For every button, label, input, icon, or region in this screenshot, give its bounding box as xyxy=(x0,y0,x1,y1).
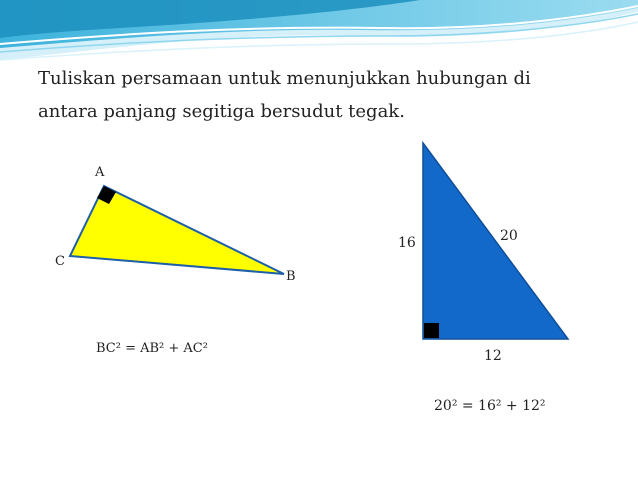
side-label-vertical: 16 xyxy=(398,235,416,251)
instruction-line-2: antara panjang segitiga bersudut tegak. xyxy=(38,101,405,122)
vertex-label-a: A xyxy=(95,165,105,180)
side-label-base: 12 xyxy=(484,348,502,364)
right-triangle-blue xyxy=(423,143,568,339)
equation-left: BC² = AB² + AC² xyxy=(96,341,208,356)
side-label-hypotenuse: 20 xyxy=(500,228,518,244)
right-angle-marker-blue xyxy=(424,323,439,338)
vertex-label-c: C xyxy=(55,254,65,269)
equation-right: 20² = 16² + 12² xyxy=(434,398,546,414)
vertex-label-b: B xyxy=(286,269,296,284)
instruction-line-1: Tuliskan persamaan untuk menunjukkan hubungan di xyxy=(38,68,531,89)
